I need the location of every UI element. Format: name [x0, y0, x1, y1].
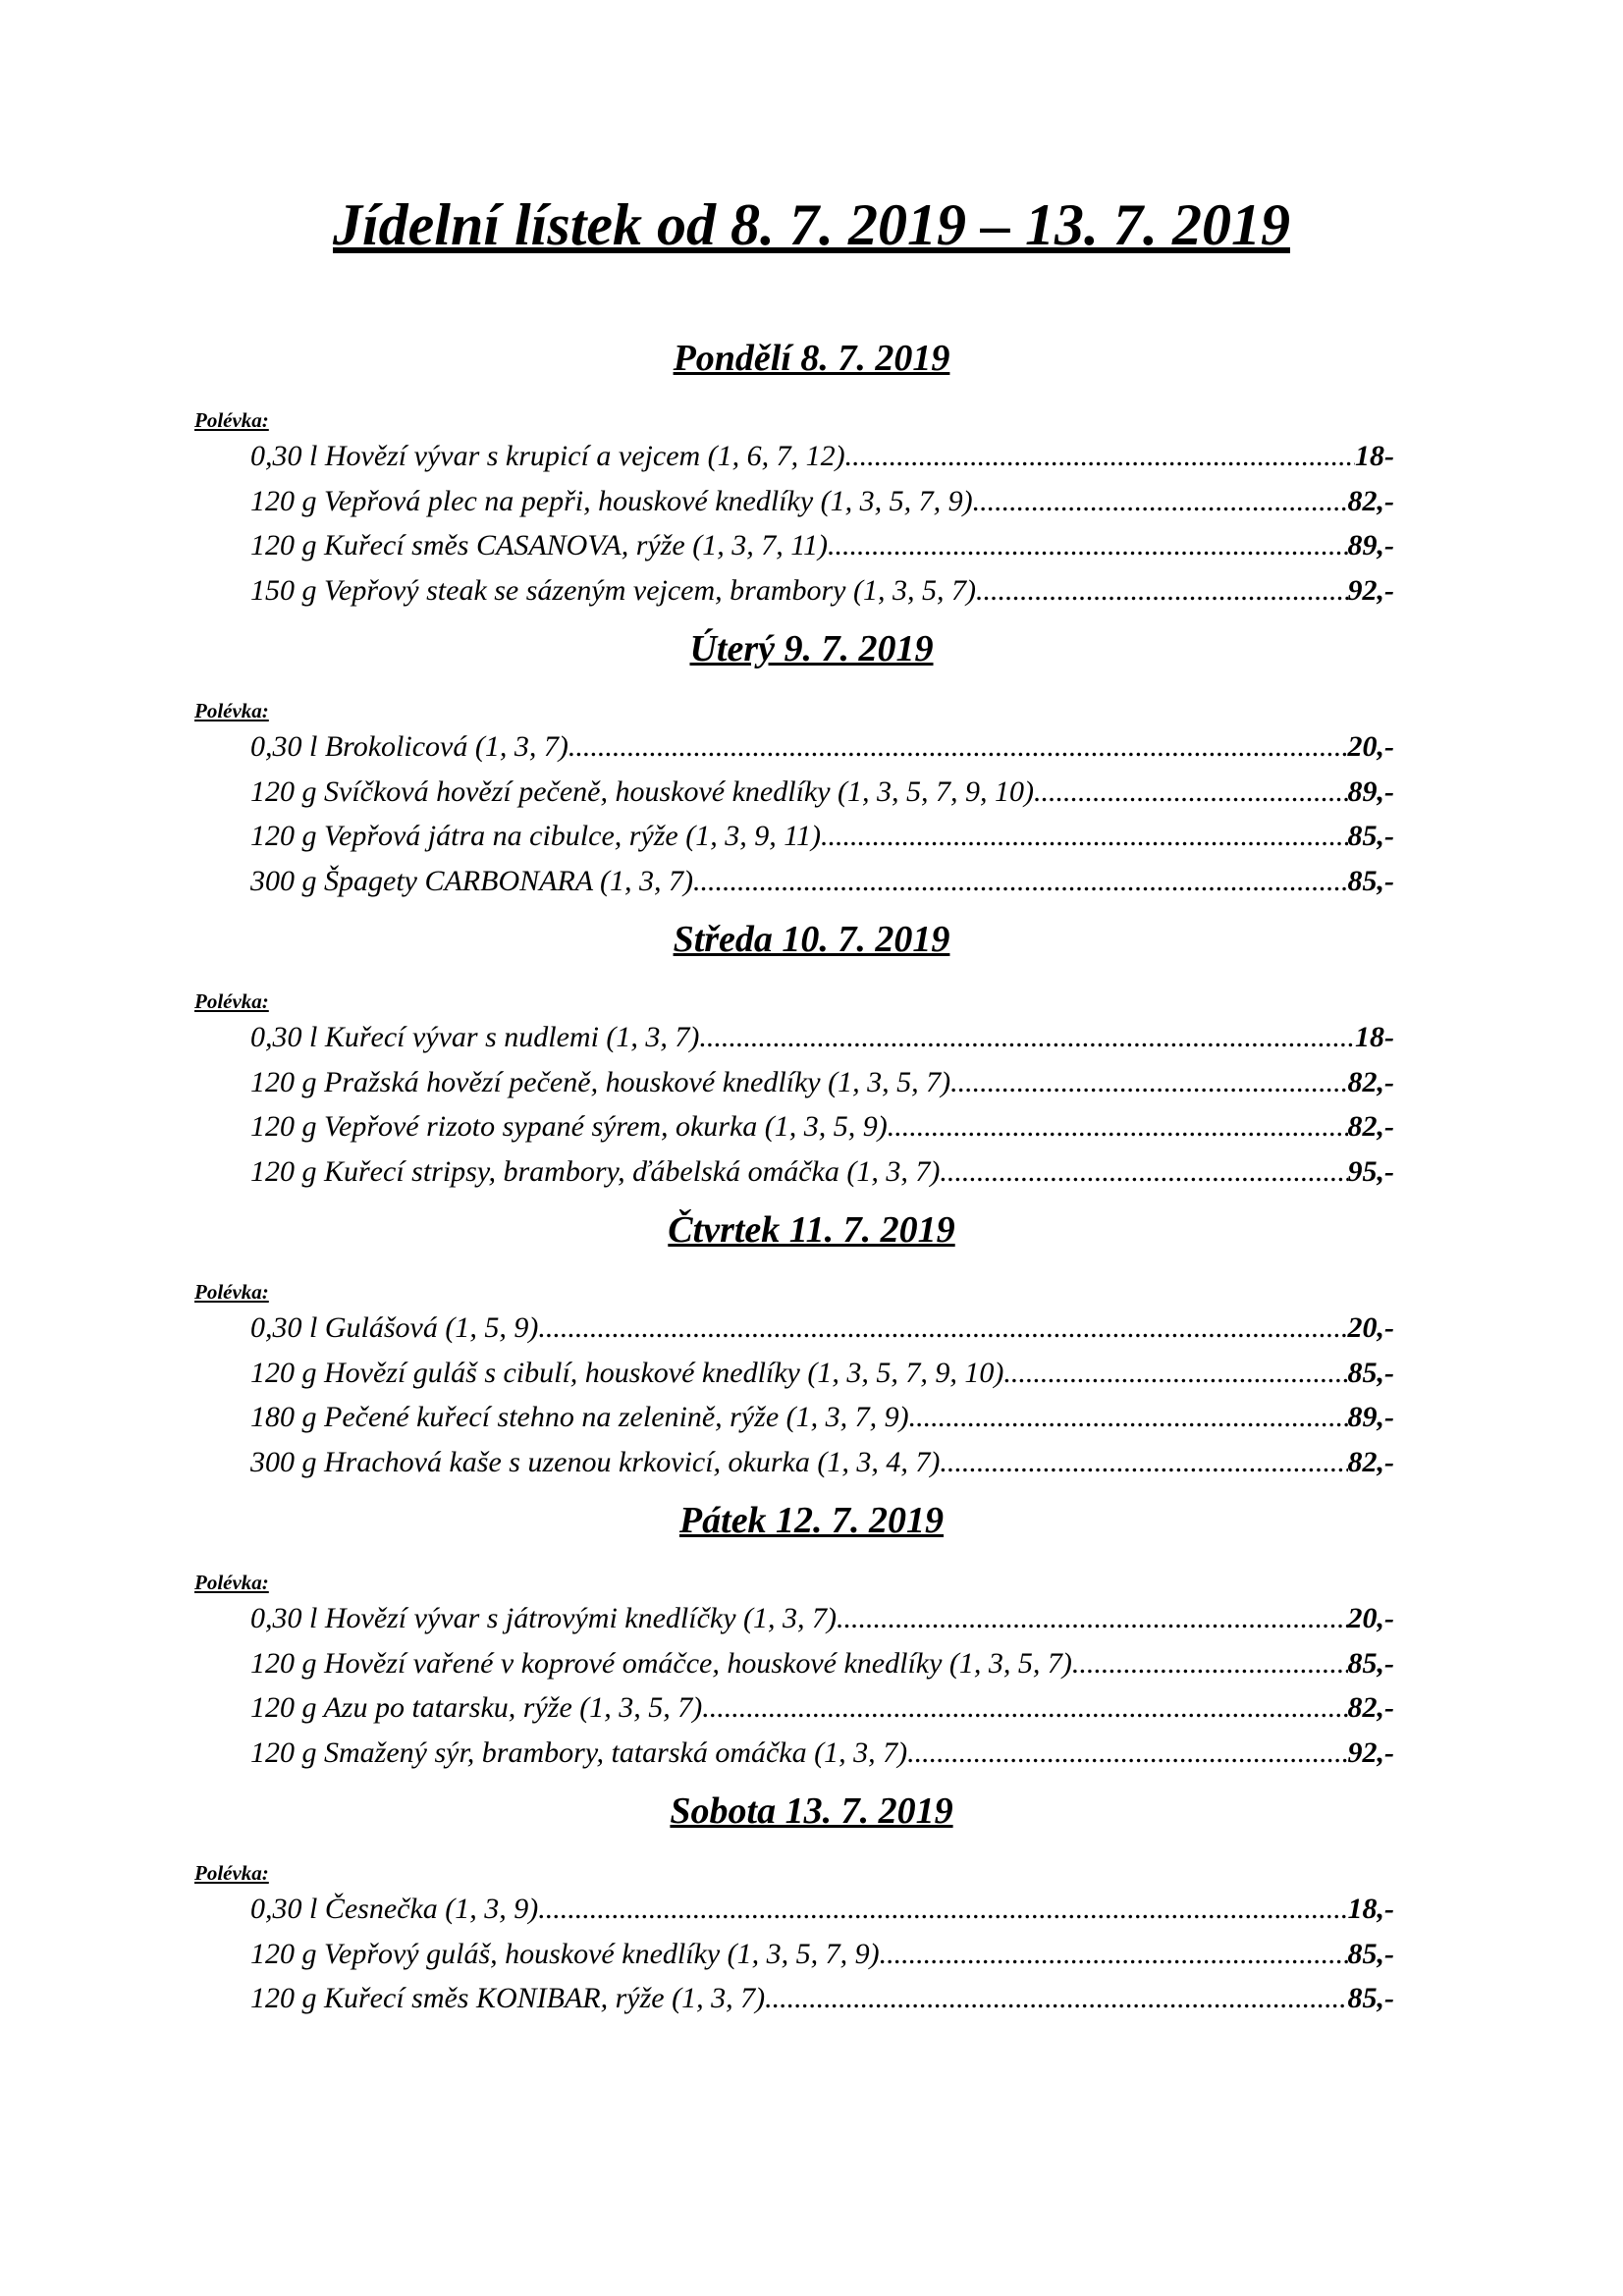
dot-leader — [909, 1399, 1348, 1436]
item-price: 82,- — [1347, 1446, 1394, 1478]
dot-leader — [538, 1309, 1347, 1347]
dot-leader — [702, 1689, 1347, 1727]
menu-item — [250, 572, 1394, 610]
item-description: 120 g Vepřová játra na cibulce, rýže (1, 3, 9, 11) — [250, 820, 822, 852]
dot-leader — [976, 572, 1348, 610]
item-description: 0,30 l Brokolicová (1, 3, 7) — [250, 730, 568, 763]
dot-leader — [693, 863, 1347, 900]
item-description: 120 g Pražská hovězí pečeně, houskové knedlíky (1, 3, 5, 7) — [250, 1066, 951, 1098]
dot-leader — [568, 728, 1348, 766]
dot-leader — [765, 1980, 1347, 2017]
item-description: 0,30 l Hovězí vývar s játrovými knedlíčky (1, 3, 7) — [250, 1602, 838, 1634]
dot-leader — [837, 1600, 1347, 1637]
menu-item — [250, 1019, 1394, 1056]
item-description: 120 g Vepřové rizoto sypané sýrem, okurka (1, 3, 5, 9) — [250, 1110, 888, 1143]
menu-item — [250, 1309, 1394, 1347]
item-price: 89,- — [1347, 529, 1394, 561]
item-price: 82,- — [1347, 1110, 1394, 1143]
day-heading-monday: Pondělí 8. 7. 2019 — [673, 338, 950, 379]
item-description: 0,30 l Česnečka (1, 3, 9) — [250, 1893, 539, 1925]
dot-leader — [888, 1108, 1348, 1146]
item-description: 120 g Svíčková hovězí pečeně, houskové knedlíky (1, 3, 5, 7, 9, 10) — [250, 775, 1035, 808]
soup-label: Polévka: — [194, 1571, 269, 1594]
item-description: 150 g Vepřový steak se sázeným vejcem, brambory (1, 3, 5, 7) — [250, 574, 976, 607]
dot-leader — [821, 818, 1347, 855]
item-price: 82,- — [1347, 1691, 1394, 1724]
soup-label: Polévka: — [194, 1280, 269, 1304]
item-price: 18- — [1355, 1021, 1394, 1053]
item-description: 120 g Azu po tatarsku, rýže (1, 3, 5, 7) — [250, 1691, 703, 1724]
day-heading-wednesday: Středa 10. 7. 2019 — [673, 919, 950, 960]
menu-item — [250, 1936, 1394, 1973]
menu-item — [250, 1064, 1394, 1101]
page-title: Jídelní lístek od 8. 7. 2019 – 13. 7. 2019 — [333, 192, 1290, 257]
item-price: 85,- — [1347, 865, 1394, 897]
dot-leader — [973, 483, 1348, 520]
item-price: 85,- — [1347, 1357, 1394, 1389]
item-price: 85,- — [1347, 1938, 1394, 1970]
menu-item — [250, 1600, 1394, 1637]
dot-leader — [1072, 1645, 1348, 1682]
menu-item — [250, 863, 1394, 900]
item-description: 0,30 l Gulášová (1, 5, 9) — [250, 1311, 539, 1344]
menu-item — [250, 1891, 1394, 1928]
menu-item — [250, 483, 1394, 520]
menu-item — [250, 1355, 1394, 1392]
item-price: 82,- — [1347, 1066, 1394, 1098]
day-heading-tuesday: Úterý 9. 7. 2019 — [689, 628, 934, 669]
dot-leader — [950, 1064, 1347, 1101]
dot-leader — [907, 1735, 1347, 1772]
day-heading-saturday: Sobota 13. 7. 2019 — [670, 1790, 953, 1832]
soup-label: Polévka: — [194, 989, 269, 1013]
item-description: 120 g Smažený sýr, brambory, tatarská omáčka (1, 3, 7) — [250, 1736, 908, 1769]
dot-leader — [1034, 774, 1347, 811]
item-price: 20,- — [1347, 1311, 1394, 1344]
menu-item — [250, 1399, 1394, 1436]
menu-item — [250, 1108, 1394, 1146]
soup-label: Polévka: — [194, 408, 269, 432]
item-price: 18,- — [1347, 1893, 1394, 1925]
item-price: 20,- — [1347, 730, 1394, 763]
dot-leader — [828, 527, 1348, 564]
item-description: 120 g Kuřecí směs KONIBAR, rýže (1, 3, 7) — [250, 1982, 766, 2014]
menu-item — [250, 1735, 1394, 1772]
dot-leader — [940, 1153, 1347, 1191]
item-description: 0,30 l Hovězí vývar s krupicí a vejcem (1, 6, 7, 12) — [250, 440, 845, 472]
dot-leader — [1003, 1355, 1347, 1392]
dot-leader — [880, 1936, 1348, 1973]
item-description: 300 g Hrachová kaše s uzenou krkovicí, okurka (1, 3, 4, 7) — [250, 1446, 941, 1478]
item-price: 89,- — [1347, 775, 1394, 808]
item-price: 85,- — [1347, 1647, 1394, 1680]
item-price: 18- — [1355, 440, 1394, 472]
item-price: 95,- — [1347, 1155, 1394, 1188]
menu-item — [250, 1444, 1394, 1481]
dot-leader — [940, 1444, 1347, 1481]
item-price: 92,- — [1347, 574, 1394, 607]
item-description: 120 g Hovězí vařené v koprové omáčce, houskové knedlíky (1, 3, 5, 7) — [250, 1647, 1072, 1680]
item-price: 89,- — [1347, 1401, 1394, 1433]
item-price: 20,- — [1347, 1602, 1394, 1634]
menu-item — [250, 774, 1394, 811]
item-description: 180 g Pečené kuřecí stehno na zelenině, rýže (1, 3, 7, 9) — [250, 1401, 909, 1433]
menu-item — [250, 818, 1394, 855]
menu-item — [250, 527, 1394, 564]
item-description: 120 g Kuřecí stripsy, brambory, ďábelská omáčka (1, 3, 7) — [250, 1155, 941, 1188]
dot-leader — [699, 1019, 1355, 1056]
day-heading-thursday: Čtvrtek 11. 7. 2019 — [668, 1209, 955, 1251]
item-description: 120 g Vepřový guláš, houskové knedlíky (1, 3, 5, 7, 9) — [250, 1938, 880, 1970]
item-price: 92,- — [1347, 1736, 1394, 1769]
menu-item — [250, 1645, 1394, 1682]
menu-item — [250, 1689, 1394, 1727]
item-description: 120 g Kuřecí směs CASANOVA, rýže (1, 3, 7, 11) — [250, 529, 828, 561]
item-description: 300 g Špagety CARBONARA (1, 3, 7) — [250, 865, 694, 897]
menu-item — [250, 1980, 1394, 2017]
soup-label: Polévka: — [194, 1861, 269, 1885]
menu-item — [250, 728, 1394, 766]
item-price: 85,- — [1347, 820, 1394, 852]
item-description: 0,30 l Kuřecí vývar s nudlemi (1, 3, 7) — [250, 1021, 700, 1053]
day-heading-friday: Pátek 12. 7. 2019 — [678, 1500, 945, 1541]
dot-leader — [845, 438, 1355, 475]
menu-item — [250, 1153, 1394, 1191]
item-description: 120 g Hovězí guláš s cibulí, houskové knedlíky (1, 3, 5, 7, 9, 10) — [250, 1357, 1004, 1389]
menu-item — [250, 438, 1394, 475]
dot-leader — [538, 1891, 1347, 1928]
item-price: 85,- — [1347, 1982, 1394, 2014]
item-description: 120 g Vepřová plec na pepři, houskové knedlíky (1, 3, 5, 7, 9) — [250, 485, 973, 517]
soup-label: Polévka: — [194, 699, 269, 722]
item-price: 82,- — [1347, 485, 1394, 517]
